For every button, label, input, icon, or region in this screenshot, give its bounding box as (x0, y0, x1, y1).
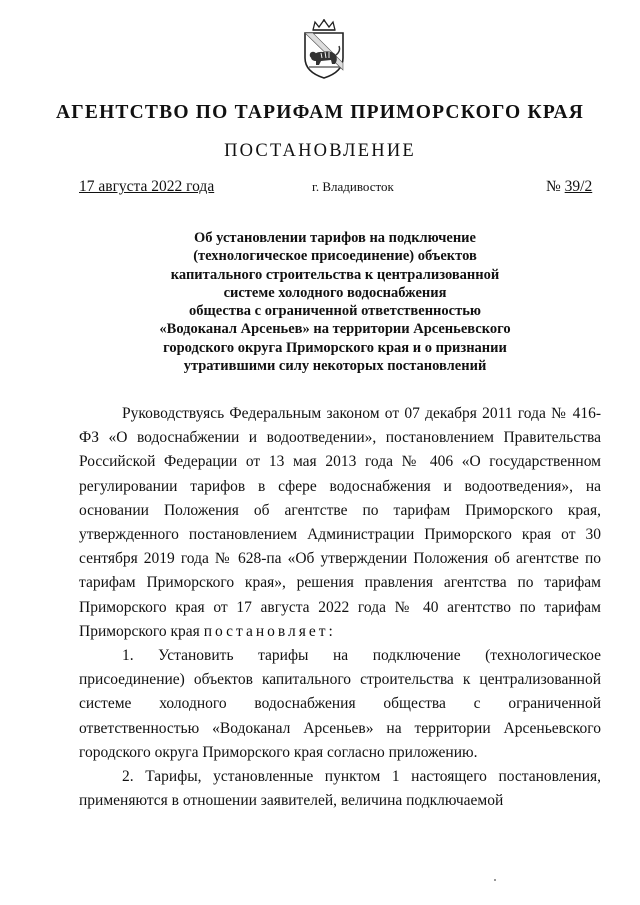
document-date: 17 августа 2022 года (79, 178, 215, 195)
primorsky-krai-coat-of-arms-icon (299, 18, 349, 80)
agency-name: АГЕНТСТВО ПО ТАРИФАМ ПРИМОРСКОГО КРАЯ (55, 102, 585, 123)
decree-word: постановляет: (203, 622, 336, 640)
item-2-paragraph: 2. Тарифы, установленные пунктом 1 настоящего постановления, применяются в отношении заявителей, величина подключаемой (79, 768, 601, 810)
document-type: ПОСТАНОВЛЕНИЕ (224, 141, 416, 161)
subject-line: капитального строительства к централизованной (170, 266, 500, 283)
document-body (79, 402, 601, 813)
subject-line: «Водоканал Арсеньев» на территории Арсеньевского (159, 321, 511, 338)
intro-paragraph (79, 402, 601, 644)
scan-dot (494, 879, 496, 881)
item-1-paragraph: 1. Установить тарифы на подключение (технологическое присоединение) объектов капитального строительства к централизованной системе холодного водоснабжения общества с ограниченной ответственностью «Водоканал Арсеньев» на территории Арсеньевского городского округа Приморского края согласно приложению. (79, 647, 601, 761)
document-number-prefix: № (546, 178, 565, 195)
intro-text: Руководствуясь Федеральным законом от 07 декабря 2011 года № 416-ФЗ «О водоснабжении и водоотведении», постановлением Правительства Российской Федерации от 13 мая 2013 года № 406 «О государственном регулировании тарифов в сфере водоснабжения и водоотведения», на основании Положения об агентстве по тарифам Приморского края, утвержденного постановлением Администрации Приморского края от 30 сентября 2019 года № 628-па «Об утверждении Положения об агентстве по тарифам Приморского края», решения правления агентства по тарифам Приморского края от 17 августа 2022 года № 40 агентство по тарифам Приморского края (79, 405, 601, 640)
subject-line: утратившими силу некоторых постановлений (183, 358, 487, 375)
subject-line: (технологическое присоединение) объектов (193, 248, 477, 265)
document-number-value: 39/2 (564, 178, 593, 195)
subject-line: Об установлении тарифов на подключение (194, 230, 476, 246)
document-subject (110, 229, 560, 375)
subject-line: городского округа Приморского края и о признании (163, 339, 507, 356)
document-number (546, 177, 592, 197)
subject-line: системе холодного водоснабжения (223, 284, 447, 301)
document-city: г. Владивосток (312, 179, 394, 194)
subject-line: общества с ограниченной ответственностью (189, 303, 481, 320)
